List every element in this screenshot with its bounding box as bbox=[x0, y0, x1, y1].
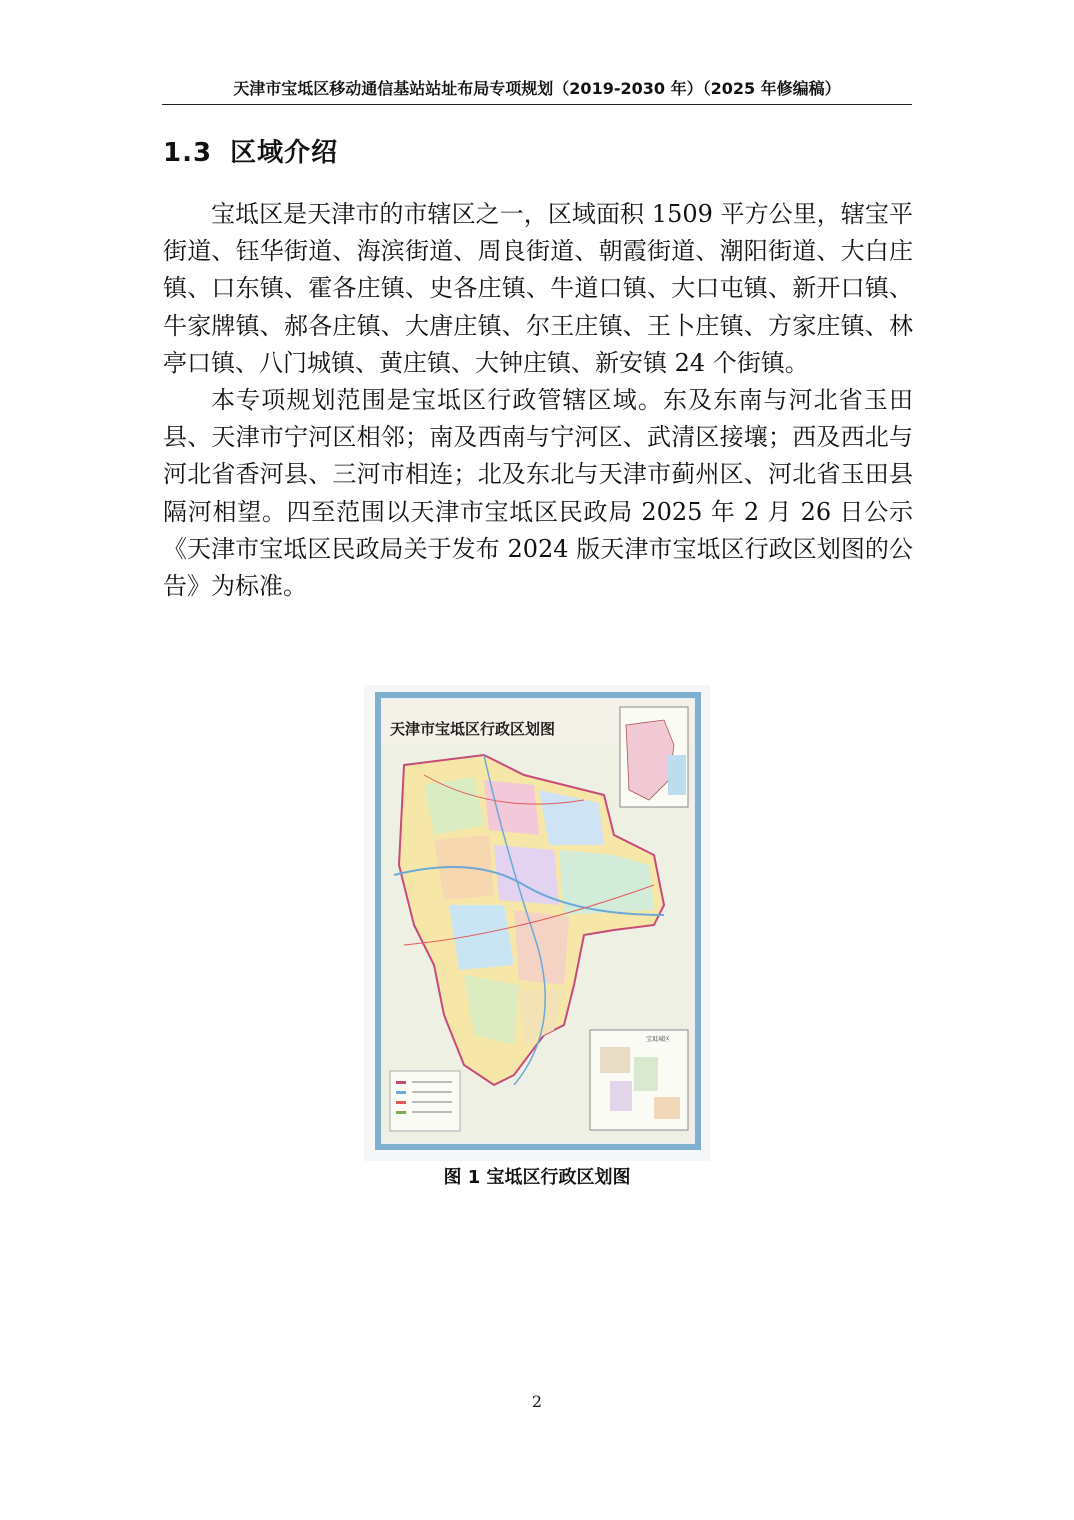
section-number: 1.3 bbox=[163, 138, 213, 168]
admin-division-map bbox=[364, 685, 710, 1161]
section-heading bbox=[163, 132, 338, 169]
map-title: 天津市宝坻区行政区划图 bbox=[390, 720, 556, 738]
page-number: 2 bbox=[531, 1392, 543, 1411]
paragraph-1: 宝坻区是天津市的市辖区之一，区域面积 1509 平方公里，辖宝平街道、钰华街道、海滨街道、周良街道、朝霞街道、潮阳街道、大白庄镇、口东镇、霍各庄镇、史各庄镇、牛道口镇、大口屯镇、新开口镇、牛家牌镇、郝各庄镇、大唐庄镇、尔王庄镇、王卜庄镇、方家庄镇、林亭口镇、八门城镇、黄庄镇、大钟庄镇、新安镇 24 个街镇。 bbox=[163, 200, 913, 377]
figure-caption: 图 1 宝坻区行政区划图 bbox=[443, 1167, 631, 1188]
section-title: 区域介绍 bbox=[230, 138, 339, 168]
map-image bbox=[364, 685, 710, 1161]
running-header: 天津市宝坻区移动通信基站站址布局专项规划（2019-2030 年）（2025 年修编稿） bbox=[162, 78, 912, 105]
body-text bbox=[163, 196, 913, 605]
inset-city-label: 宝坻城区 bbox=[646, 1036, 671, 1043]
paragraph-2: 本专项规划范围是宝坻区行政管辖区域。东及东南与河北省玉田县、天津市宁河区相邻；南及西南与宁河区、武清区接壤；西及西北与河北省香河县、三河市相连；北及东北与天津市蓟州区、河北省玉田县隔河相望。四至范围以天津市宝坻区民政局 2025 年 2 月 26 日公示《天津市宝坻区民政局关于发布 2024 版天津市宝坻区行政区划图的公告》为标准。 bbox=[163, 386, 913, 601]
